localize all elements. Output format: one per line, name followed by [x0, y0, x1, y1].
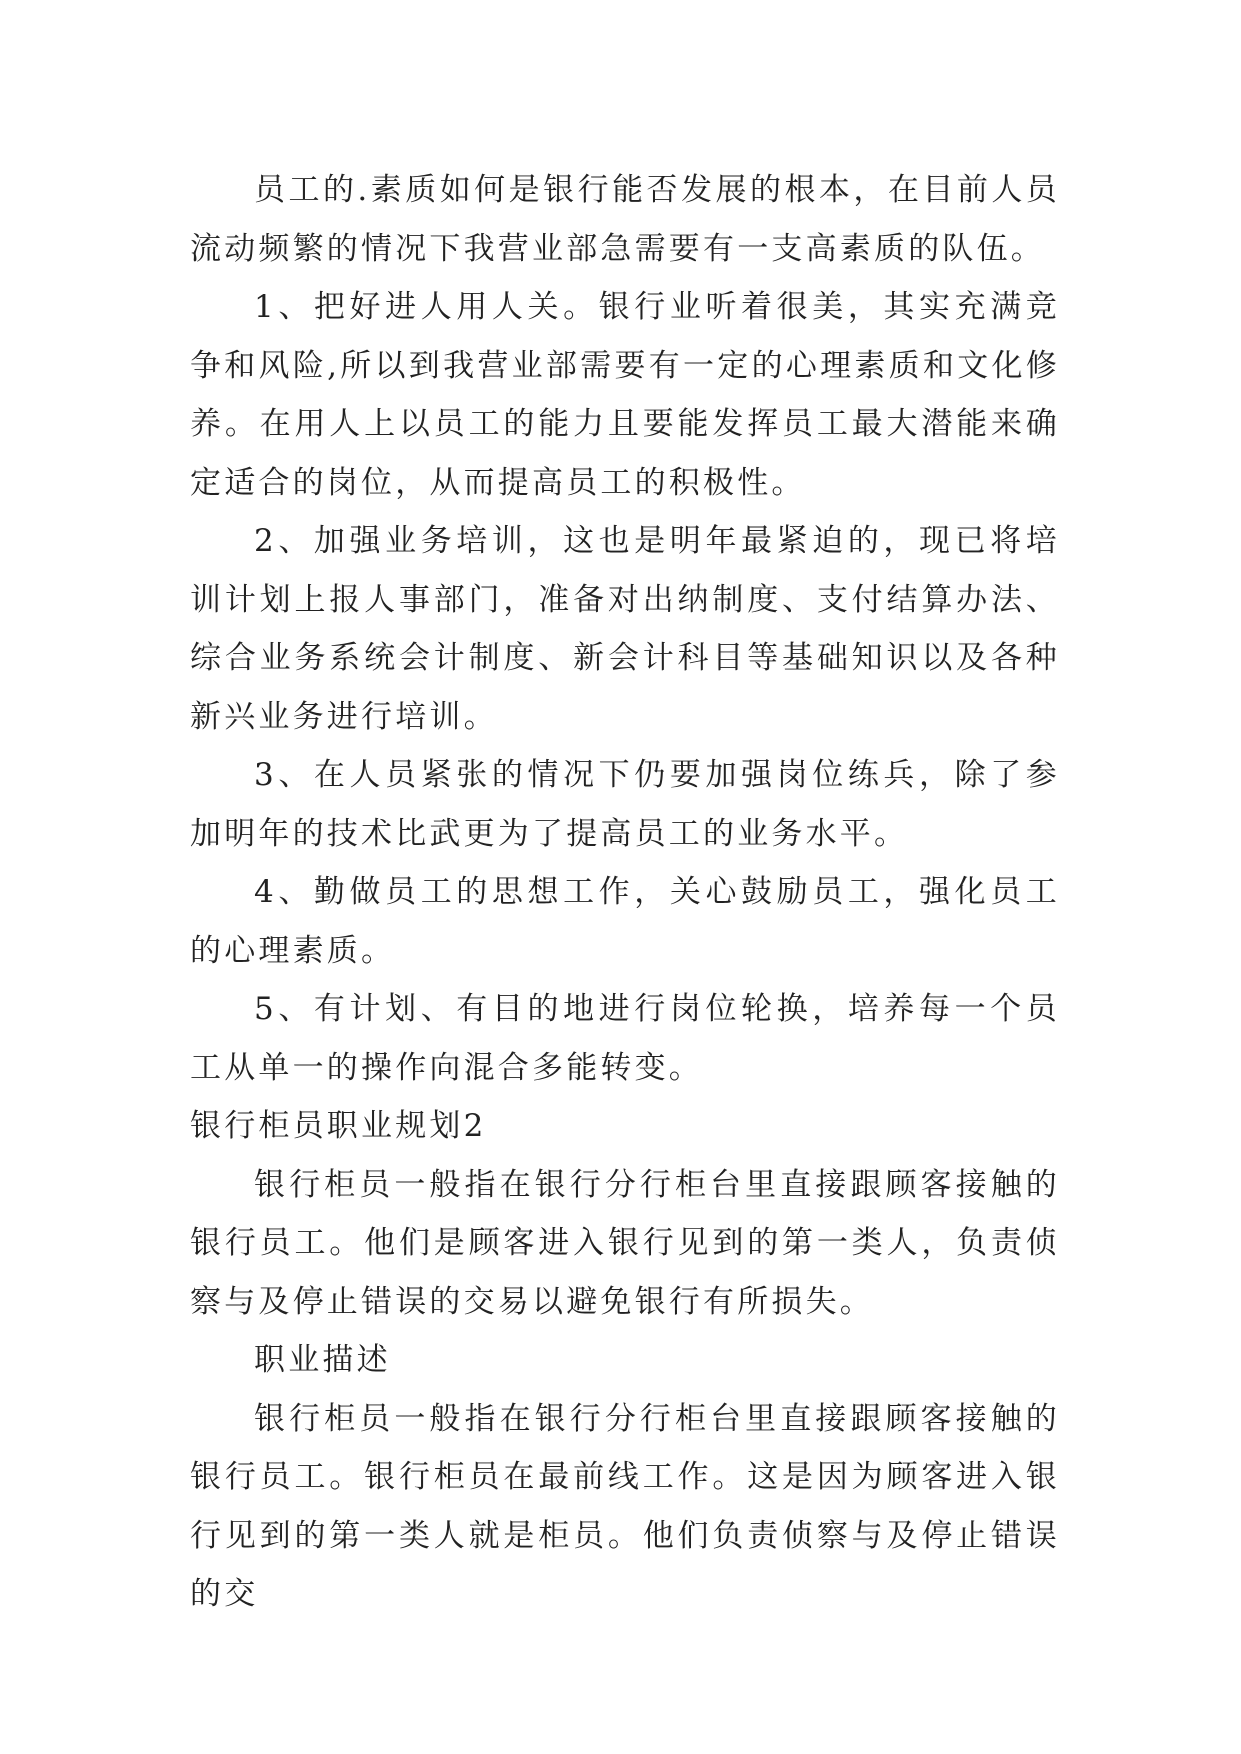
paragraph-intro: 员工的.素质如何是银行能否发展的根本，在目前人员流动频繁的情况下我营业部急需要有一支高素质的队伍。 [190, 172, 1060, 267]
paragraph-item-4: 4、勤做员工的思想工作，关心鼓励员工，强化员工的心理素质。 [190, 874, 1060, 969]
paragraph-item-2: 2、加强业务培训，这也是明年最紧迫的，现已将培训计划上报人事部门，准备对出纳制度、支付结算办法、综合业务系统会计制度、新会计科目等基础知识以及各种新兴业务进行培训。 [190, 523, 1060, 735]
paragraph-item-5: 5、有计划、有目的地进行岗位轮换，培养每一个员工从单一的操作向混合多能转变。 [190, 991, 1060, 1086]
document-body [190, 161, 1060, 1624]
paragraph-job-description: 银行柜员一般指在银行分行柜台里直接跟顾客接触的银行员工。银行柜员在最前线工作。这是因为顾客进入银行见到的第一类人就是柜员。他们负责侦察与及停止错误的交 [190, 1400, 1060, 1612]
paragraph-definition: 银行柜员一般指在银行分行柜台里直接跟顾客接触的银行员工。他们是顾客进入银行见到的第一类人，负责侦察与及停止错误的交易以避免银行有所损失。 [190, 1166, 1060, 1320]
paragraph-item-1: 1、把好进人用人关。银行业听着很美，其实充满竞争和风险,所以到我营业部需要有一定的心理素质和文化修养。在用人上以员工的能力且要能发挥员工最大潜能来确定适合的岗位，从而提高员工的积极性。 [190, 289, 1060, 501]
subheading-job-description: 职业描述 [254, 1342, 391, 1378]
paragraph-item-3: 3、在人员紧张的情况下仍要加强岗位练兵，除了参加明年的技术比武更为了提高员工的业务水平。 [190, 757, 1060, 852]
section-heading: 银行柜员职业规划2 [190, 1108, 487, 1144]
